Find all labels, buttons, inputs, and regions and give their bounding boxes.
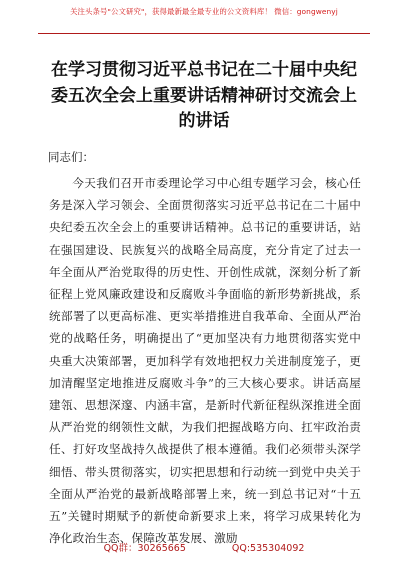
body-paragraph: 今天我们召开市委理论学习中心组专题学习会，核心任务是深入学习领会、全面贯彻落实习近平总书记在二十届中央纪委五次全会上的重要讲话精神。总书记的重要讲话，站在强国建设、民族复兴的战略全局高度，充分肯定了过去一年全面从严治党取得的历史性、开创性成就，深刻分析了新征程上党风廉政建设和反腐败斗争面临的新形势新挑战，系统部署了以更高标准、更实举措推进自我革命、全面从严治党的战略任务，明确提出了“更加坚决有力地贯彻落实党中央重大决策部署，更加科学有效地把权力关进制度笼子，更加清醒坚定地推进反腐败斗争”的三大核心要求。讲话高屋建瓴、思想深邃、内涵丰富，是新时代新征程纵深推进全面从严治党的纲领性文献，为我们把握战略方向、扛牢政治责任、打好攻坚战持久战提供了根本遵循。我们必须带头深学细悟、带头贯彻落实，切实把思想和行动统一到党中央关于全面从严治党的最新战略部署上来，统一到总书记对“十五五”关键时期赋予的新使命新要求上来，将学习成果转化为净化政治生态、保障改革发展、激励 [49, 176, 361, 546]
footer-qq-number: QQ:535304092 [231, 543, 305, 554]
header-divider [38, 33, 370, 34]
header-banner [0, 0, 408, 34]
salutation: 同志们： [48, 150, 94, 164]
header-banner-text: 关注头条号"公文研究"，获得最新最全最专业的公文资料库！ 微信：gongwenyj [70, 7, 338, 16]
footer [0, 540, 408, 554]
document-title: 在学习贯彻习近平总书记在二十届中央纪委五次全会上重要讲话精神研讨交流会上的讲话 [51, 60, 357, 131]
footer-qq-group: QQ群：30265665 [103, 543, 186, 554]
